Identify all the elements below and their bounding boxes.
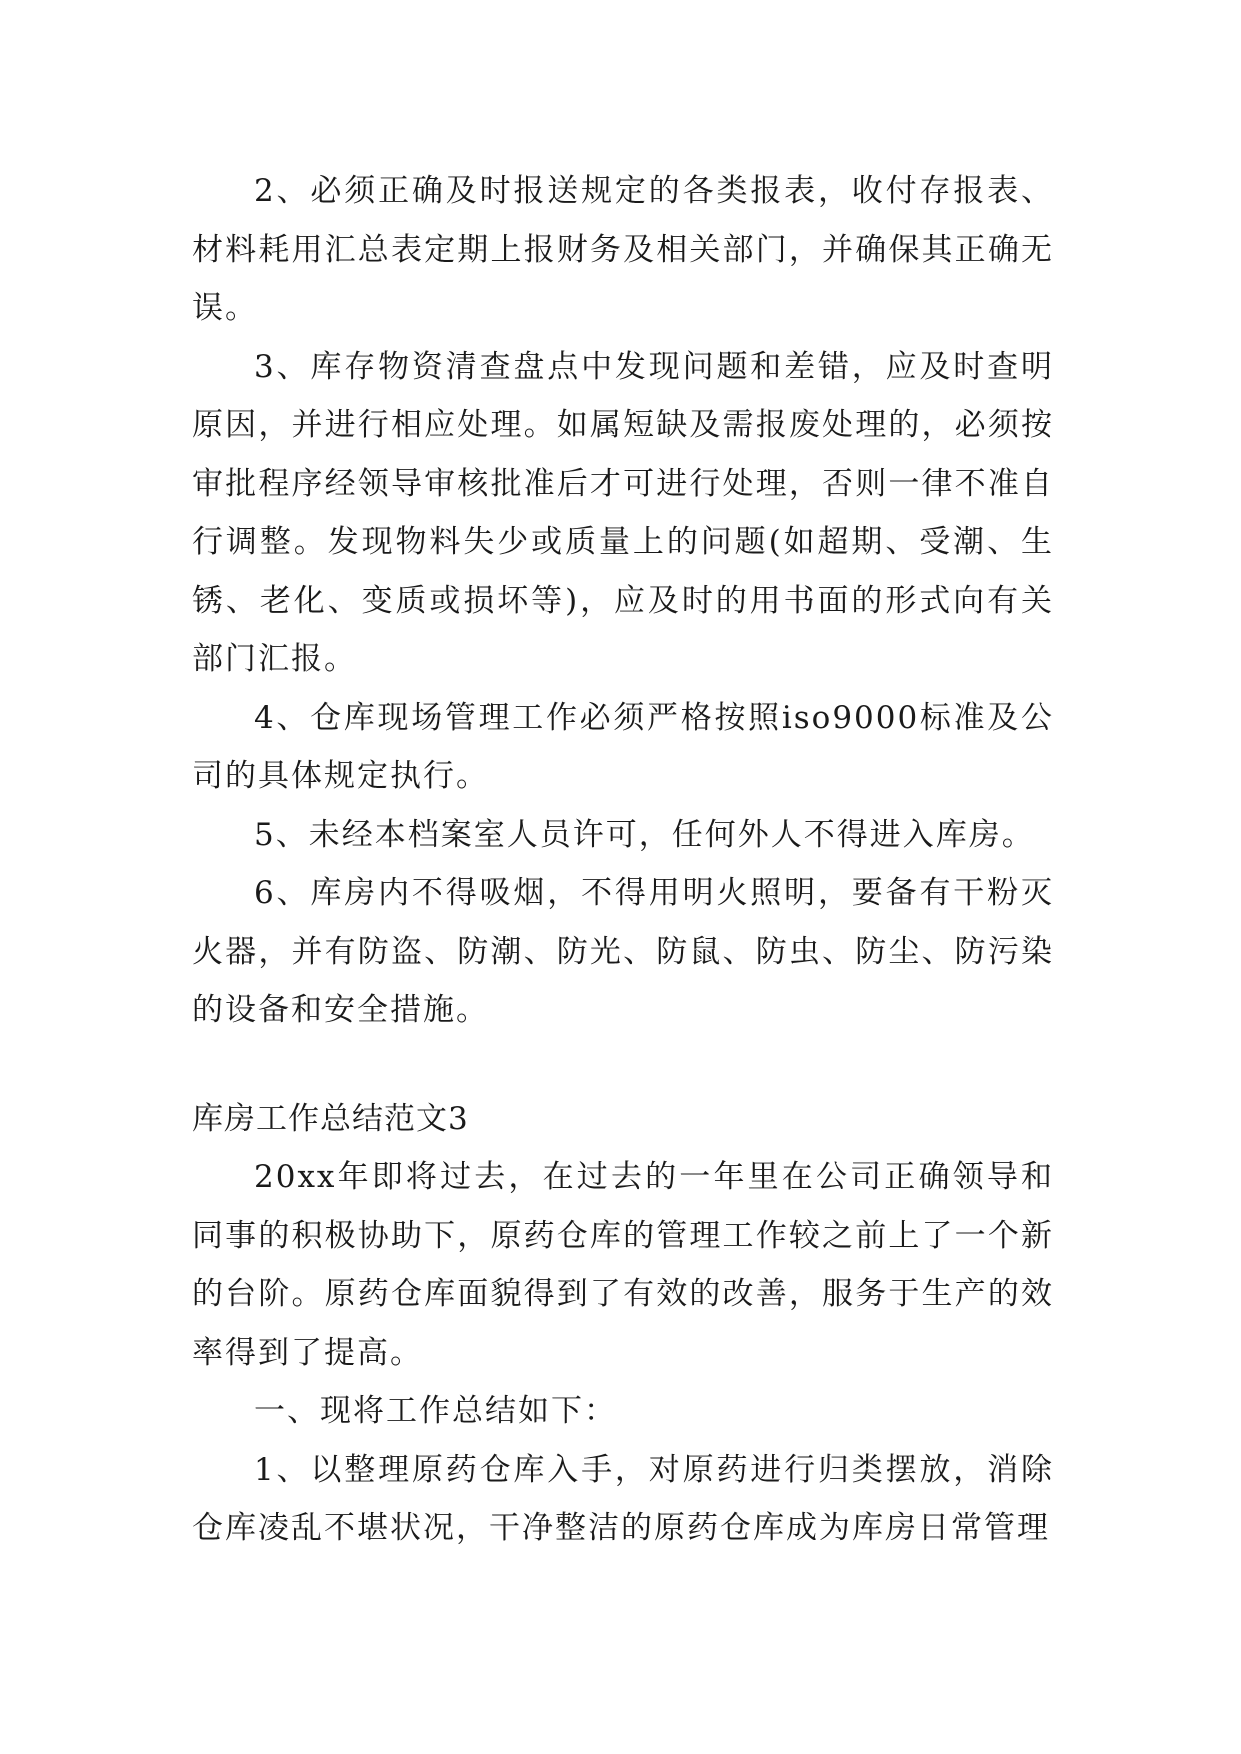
paragraph-item-6: 6、库房内不得吸烟，不得用明火照明，要备有干粉灭火器，并有防盗、防潮、防光、防鼠、防虫、防尘、防污染的设备和安全措施。	[192, 875, 1054, 1028]
paragraph-item-4: 4、仓库现场管理工作必须严格按照iso9000标准及公司的具体规定执行。	[192, 699, 1054, 794]
paragraph-item-3: 3、库存物资清查盘点中发现问题和差错，应及时查明原因，并进行相应处理。如属短缺及需报废处理的，必须按审批程序经领导审核批准后才可进行处理，否则一律不准自行调整。发现物料失少或质量上的问题(如超期、受潮、生锈、老化、变质或损坏等)，应及时的用书面的形式向有关部门汇报。	[192, 348, 1054, 677]
paragraph-summary-heading: 一、现将工作总结如下：	[254, 1393, 617, 1429]
paragraph-intro: 20xx年即将过去，在过去的一年里在公司正确领导和同事的积极协助下，原药仓库的管理工作较之前上了一个新的台阶。原药仓库面貌得到了有效的改善，服务于生产的效率得到了提高。	[192, 1159, 1054, 1371]
paragraph-summary-item-1: 1、以整理原药仓库入手，对原药进行归类摆放，消除仓库凌乱不堪状况，干净整洁的原药仓库成为库房日常管理	[192, 1451, 1054, 1546]
document-body	[192, 162, 1054, 1558]
paragraph-item-2: 2、必须正确及时报送规定的各类报表，收付存报表、材料耗用汇总表定期上报财务及相关部门，并确保其正确无误。	[192, 173, 1054, 326]
section-title: 库房工作总结范文3	[192, 1100, 469, 1137]
paragraph-item-5: 5、未经本档案室人员许可，任何外人不得进入库房。	[254, 816, 1035, 853]
